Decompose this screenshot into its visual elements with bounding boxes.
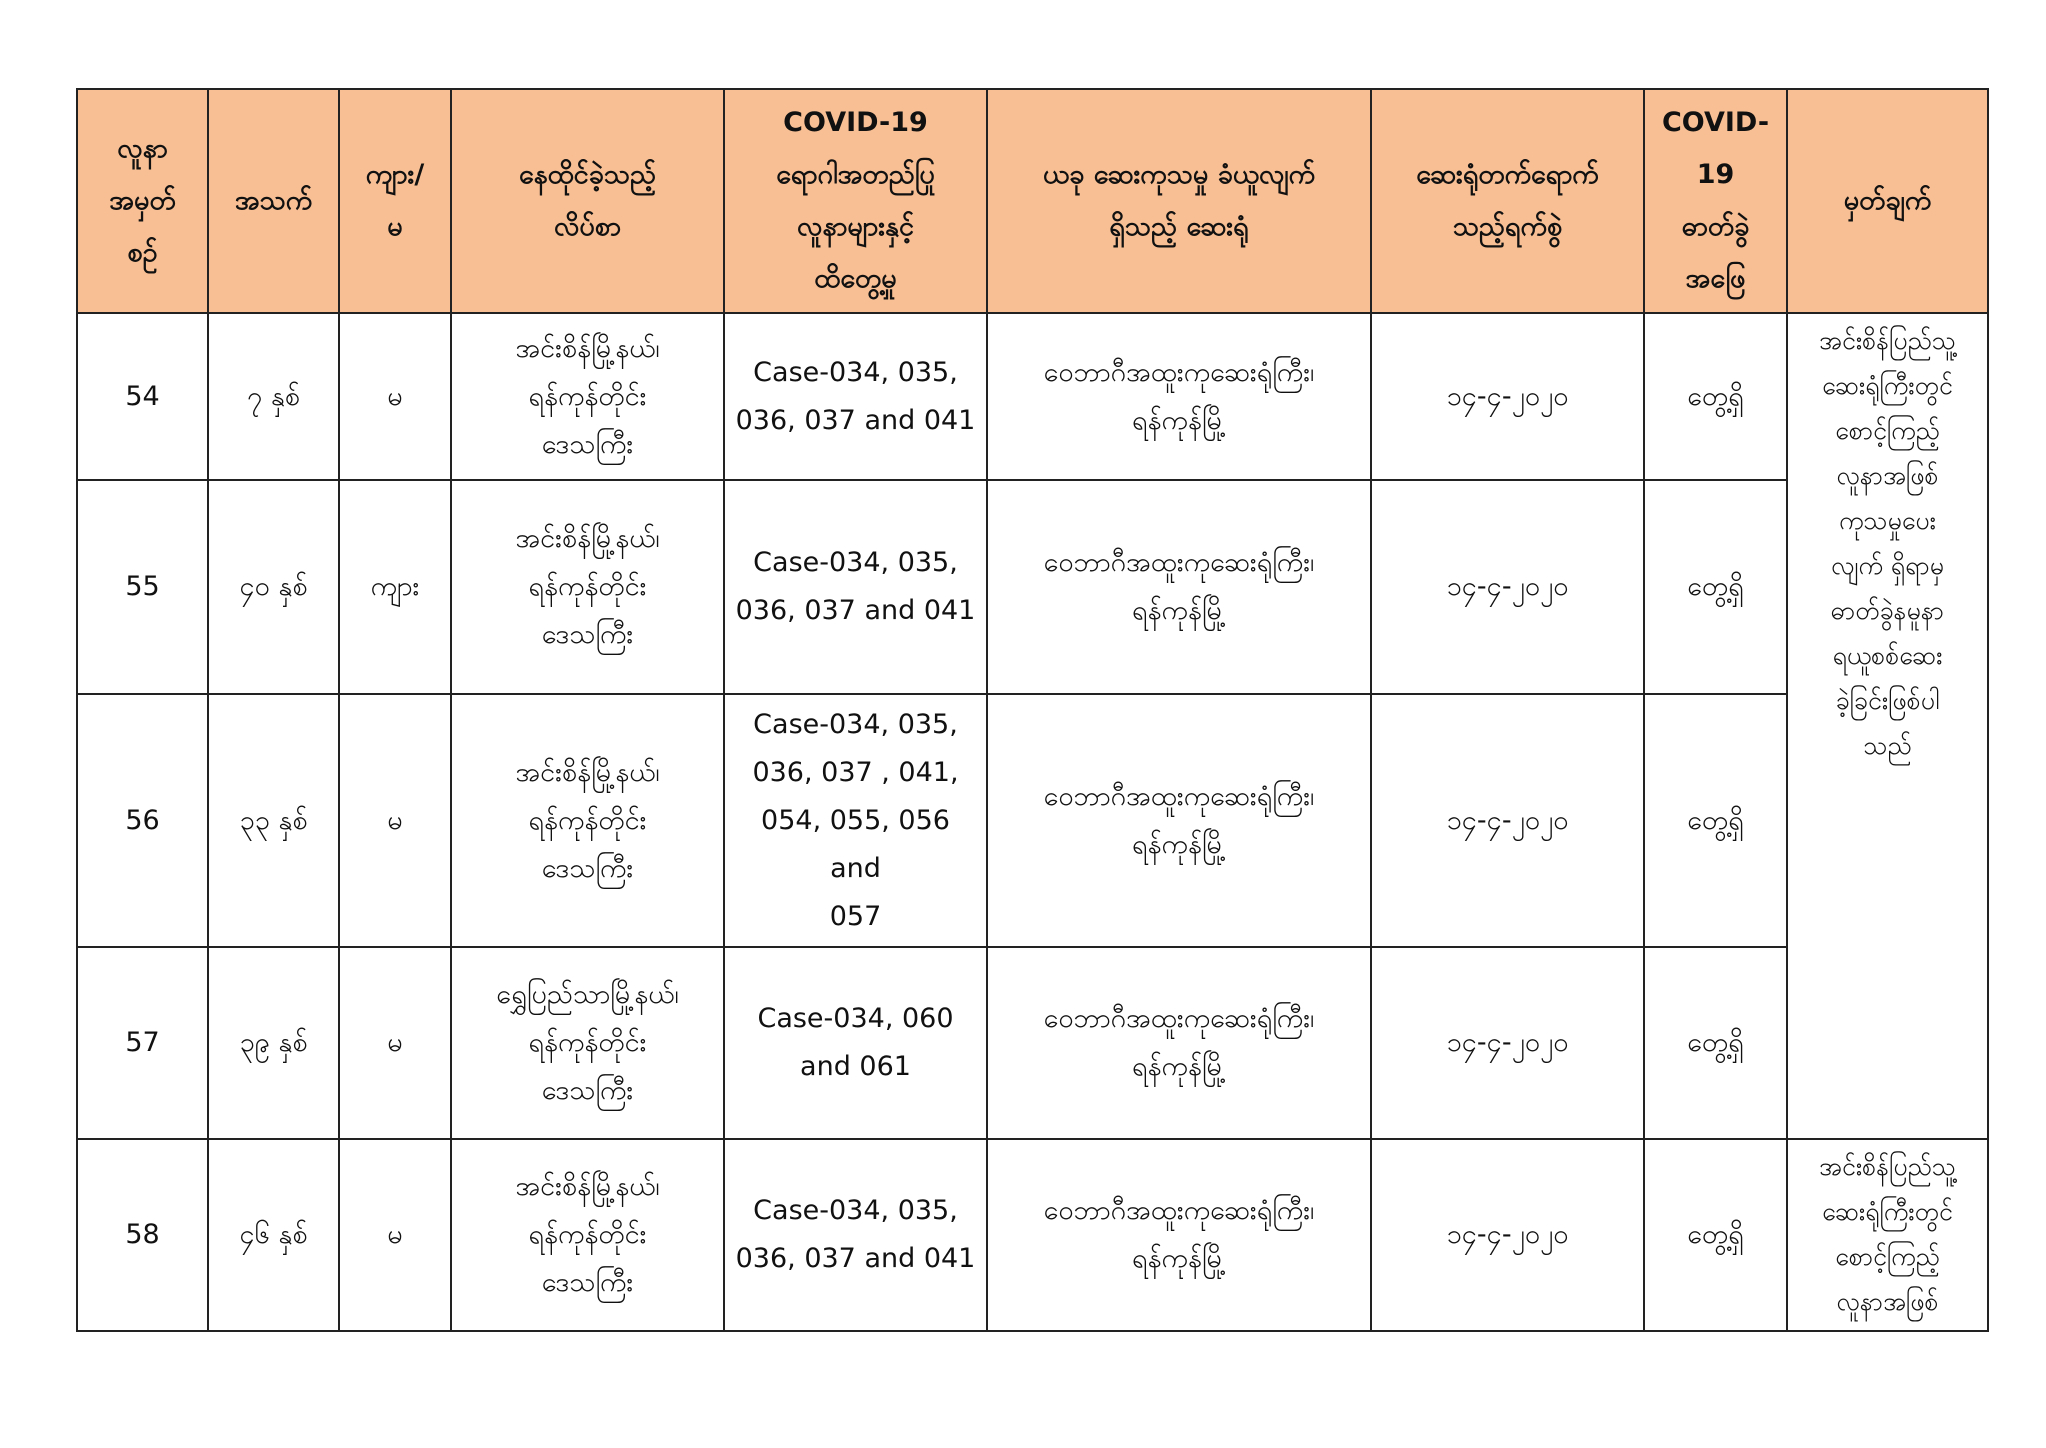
lab-result-cell: တွေ့ရှိ <box>1644 947 1787 1139</box>
hospital-cell: ဝေဘာဂီအထူးကုဆေးရုံကြီး၊ ရန်ကုန်မြို့ <box>987 694 1371 947</box>
admission-date-cell: ၁၄-၄-၂၀၂၀ <box>1371 1139 1644 1331</box>
header-age: အသက် <box>208 89 339 313</box>
covid-cases-table <box>76 88 1989 1332</box>
contact-cell: Case-034, 060 and 061 <box>724 947 987 1139</box>
case-number-cell: 56 <box>77 694 208 947</box>
remarks-cell: အင်းစိန်ပြည်သူ့ ဆေးရုံကြီးတွင် စောင့်ကြည့် လူနာအဖြစ် <box>1787 1139 1988 1331</box>
case-number-cell: 58 <box>77 1139 208 1331</box>
lab-result-cell: တွေ့ရှိ <box>1644 480 1787 694</box>
sex-cell: မ <box>339 313 451 480</box>
address-cell: အင်းစိန်မြို့နယ်၊ ရန်ကုန်တိုင်း ဒေသကြီး <box>451 313 724 480</box>
age-cell: ၃၉ နှစ် <box>208 947 339 1139</box>
header-lab-result: COVID- 19 ဓာတ်ခွဲ အဖြေ <box>1644 89 1787 313</box>
admission-date-cell: ၁၄-၄-၂၀၂၀ <box>1371 313 1644 480</box>
case-number-cell: 57 <box>77 947 208 1139</box>
age-cell: ၄၆ နှစ် <box>208 1139 339 1331</box>
case-number-cell: 55 <box>77 480 208 694</box>
lab-result-cell: တွေ့ရှိ <box>1644 313 1787 480</box>
contact-cell: Case-034, 035, 036, 037 , 041, 054, 055, 056 and 057 <box>724 694 987 947</box>
hospital-cell: ဝေဘာဂီအထူးကုဆေးရုံကြီး၊ ရန်ကုန်မြို့ <box>987 947 1371 1139</box>
sex-cell: မ <box>339 694 451 947</box>
case-number-cell: 54 <box>77 313 208 480</box>
age-cell: ၄၀ နှစ် <box>208 480 339 694</box>
table-row <box>77 480 1988 694</box>
address-cell: အင်းစိန်မြို့နယ်၊ ရန်ကုန်တိုင်း ဒေသကြီး <box>451 1139 724 1331</box>
admission-date-cell: ၁၄-၄-၂၀၂၀ <box>1371 947 1644 1139</box>
header-address: နေထိုင်ခဲ့သည့် လိပ်စာ <box>451 89 724 313</box>
header-sex: ကျား/ မ <box>339 89 451 313</box>
lab-result-cell: တွေ့ရှိ <box>1644 1139 1787 1331</box>
contact-cell: Case-034, 035, 036, 037 and 041 <box>724 480 987 694</box>
age-cell: ၇ နှစ် <box>208 313 339 480</box>
address-cell: အင်းစိန်မြို့နယ်၊ ရန်ကုန်တိုင်း ဒေသကြီး <box>451 694 724 947</box>
table-row <box>77 313 1988 480</box>
address-cell: ရွှေပြည်သာမြို့နယ်၊ ရန်ကုန်တိုင်း ဒေသကြီး <box>451 947 724 1139</box>
address-cell: အင်းစိန်မြို့နယ်၊ ရန်ကုန်တိုင်း ဒေသကြီး <box>451 480 724 694</box>
header-row <box>77 89 1988 313</box>
contact-cell: Case-034, 035, 036, 037 and 041 <box>724 1139 987 1331</box>
age-cell: ၃၃ နှစ် <box>208 694 339 947</box>
sex-cell: မ <box>339 1139 451 1331</box>
hospital-cell: ဝေဘာဂီအထူးကုဆေးရုံကြီး၊ ရန်ကုန်မြို့ <box>987 1139 1371 1331</box>
header-admission-date: ဆေးရုံတက်ရောက် သည့်ရက်စွဲ <box>1371 89 1644 313</box>
table-row <box>77 947 1988 1139</box>
header-hospital: ယခု ဆေးကုသမှု ခံယူလျက် ရှိသည့် ဆေးရုံ <box>987 89 1371 313</box>
sex-cell: မ <box>339 947 451 1139</box>
table-row <box>77 1139 1988 1331</box>
header-remarks: မှတ်ချက် <box>1787 89 1988 313</box>
table-row <box>77 694 1988 947</box>
hospital-cell: ဝေဘာဂီအထူးကုဆေးရုံကြီး၊ ရန်ကုန်မြို့ <box>987 480 1371 694</box>
remarks-cell: အင်းစိန်ပြည်သူ့ ဆေးရုံကြီးတွင် စောင့်ကြည့် လူနာအဖြစ် ကုသမှုပေး လျက် ရှိရာမှ ဓာတ်ခွဲနမူနာ ရယူစစ်ဆေး ခဲ့ခြင်းဖြစ်ပါ သည် <box>1787 313 1988 1139</box>
header-contact: COVID-19 ရောဂါအတည်ပြု လူနာများနှင့် ထိတွေ့မှု <box>724 89 987 313</box>
admission-date-cell: ၁၄-၄-၂၀၂၀ <box>1371 694 1644 947</box>
header-case-number: လူနာ အမှတ် စဉ် <box>77 89 208 313</box>
hospital-cell: ဝေဘာဂီအထူးကုဆေးရုံကြီး၊ ရန်ကုန်မြို့ <box>987 313 1371 480</box>
sex-cell: ကျား <box>339 480 451 694</box>
lab-result-cell: တွေ့ရှိ <box>1644 694 1787 947</box>
admission-date-cell: ၁၄-၄-၂၀၂၀ <box>1371 480 1644 694</box>
contact-cell: Case-034, 035, 036, 037 and 041 <box>724 313 987 480</box>
